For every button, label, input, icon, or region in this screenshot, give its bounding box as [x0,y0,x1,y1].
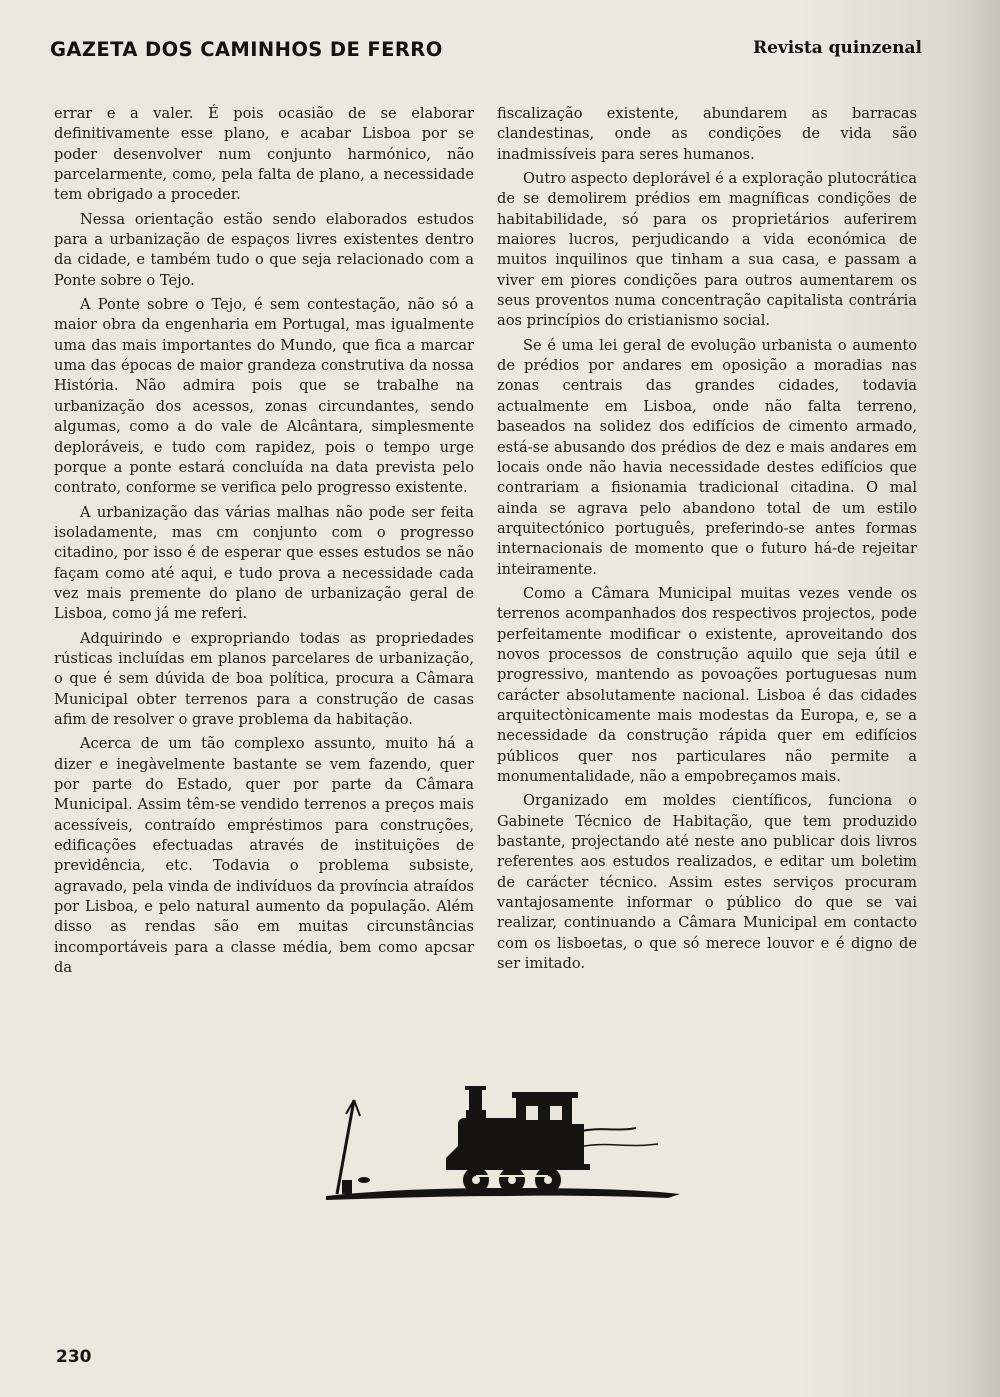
paragraph: A urbanização das várias malhas não pode ser feita isoladamente, mas cm conjunto com o progresso citadino, por isso é de esperar que esses estudos se não façam como até aqui, e tudo prova a necessidade cada vez mais premente do plano de urbanização geral de Lisboa, como já me referi. [54,503,474,623]
masthead [50,38,922,68]
paragraph: Organizado em moldes científicos, funciona o Gabinete Técnico de Habitação, que tem produzido bastante, projectando até neste ano publicar dois livros referentes aos estudos realizados, e editar um boletim de carácter técnico. Assim estes serviços procuram vantajosamente informar o público do que se vai realizar, continuando a Câmara Municipal em contacto com os lisboetas, o que só merece louvor e é digno de ser imitado. [497,792,917,973]
paragraph: errar e a valer. É pois ocasião de se elaborar definitivamente esse plano, e acabar Lisboa por se poder desenvolver num conjunto harmónico, não parcelarmente, como, pela falta de plano, a necessidade tem obrigado a proceder. [54,105,474,204]
paragraph: Se é uma lei geral de evolução urbanista o aumento de prédios por andares em oposição a moradias nas zonas centrais das grandes cidades, todavia actualmente em Lisboa, onde não falta terreno, baseados na solidez dos edifícios de cimento armado, está-se abusando dos prédios de dez e mais andares em locais onde não havia necessidade destes edifícios que contrariam a fisionamia tradicional citadina. O mal ainda se agrava pelo abandono total de um estilo arquitectónico português, preferindo-se antes formas internacionais de momento que o futuro há-de rejeitar inteiramente. [497,336,917,578]
paragraph: fiscalização existente, abundarem as barracas clandestinas, onde as condições de vida são inadmissíveis para seres humanos. [497,105,917,163]
left-text-column [54,104,474,982]
page-number: 230 [56,1347,92,1367]
locomotive-illustration [318,1076,688,1216]
paragraph: Adquirindo e expropriando todas as propriedades rústicas incluídas em planos parcelares de urbanização, o que é sem dúvida de boa política, procura a Câmara Municipal obter terrenos para a construção de casas afim de resolver o grave problema da habitação. [54,629,474,728]
publication-subtitle: Revista quinzenal [752,38,922,58]
paragraph: Acerca de um tão complexo assunto, muito há a dizer e inegàvelmente bastante se vem fazendo, quer por parte do Estado, quer por parte da Câmara Municipal. Assim têm-se vendido terrenos a preços mais acessíveis, contraído empréstimos para construções, edificações efectuadas através de instituições de previdência, etc. Todavia o problema subsiste, agravado, pela vinda de indivíduos da província atraídos por Lisboa, e pelo natural aumento da população. Além disso as rendas são em muitas circunstâncias incomportáveis para a classe média, bem como apcsar da [54,735,474,977]
paragraph: Como a Câmara Municipal muitas vezes vende os terrenos acompanhados dos respectivos projectos, pode perfeitamente modificar o existente, aproveitando dos novos processos de construção aquilo que seja útil e progressivo, mantendo as povoações portuguesas num carácter absolutamente nacional. Lisboa é das cidades arquitectònicamente mais modestas da Europa, e, se a necessidade da construção rápida quer em edifícios públicos quer nos particulares não permite a monumentalidade, não a empobreçamos mais. [497,584,917,785]
paragraph: Nessa orientação estão sendo elaborados estudos para a urbanização de espaços livres existentes dentro da cidade, e também tudo o que seja relacionado com a Ponte sobre o Tejo. [54,210,474,289]
publication-title: GAZETA DOS CAMINHOS DE FERRO [50,38,443,61]
paragraph: A Ponte sobre o Tejo, é sem contestação, não só a maior obra da engenharia em Portugal, mas igualmente uma das mais importantes do Mundo, que fica a marcar uma das épocas de maior grandeza construtiva da nossa História. Não admira pois que se trabalhe na urbanização dos acessos, zonas circundantes, sendo algumas, como a do vale de Alcântara, simplesmente deploráveis, e tudo com rapidez, pois o tempo urge porque a ponte estará concluída na data prevista pelo contrato, conforme se verifica pelo progresso existente. [54,296,474,497]
right-text-column [497,104,917,978]
paragraph: Outro aspecto deplorável é a exploração plutocrática de se demolirem prédios em magníficas condições de habitabilidade, só para os proprietários auferirem maiores lucros, perjudicando a vida económica de muitos inquilinos que tinham a sua casa, e passam a viver em piores condições para outros aumentarem os seus proventos numa concentração capitalista contrária aos princípios do cristianismo social. [497,170,917,330]
